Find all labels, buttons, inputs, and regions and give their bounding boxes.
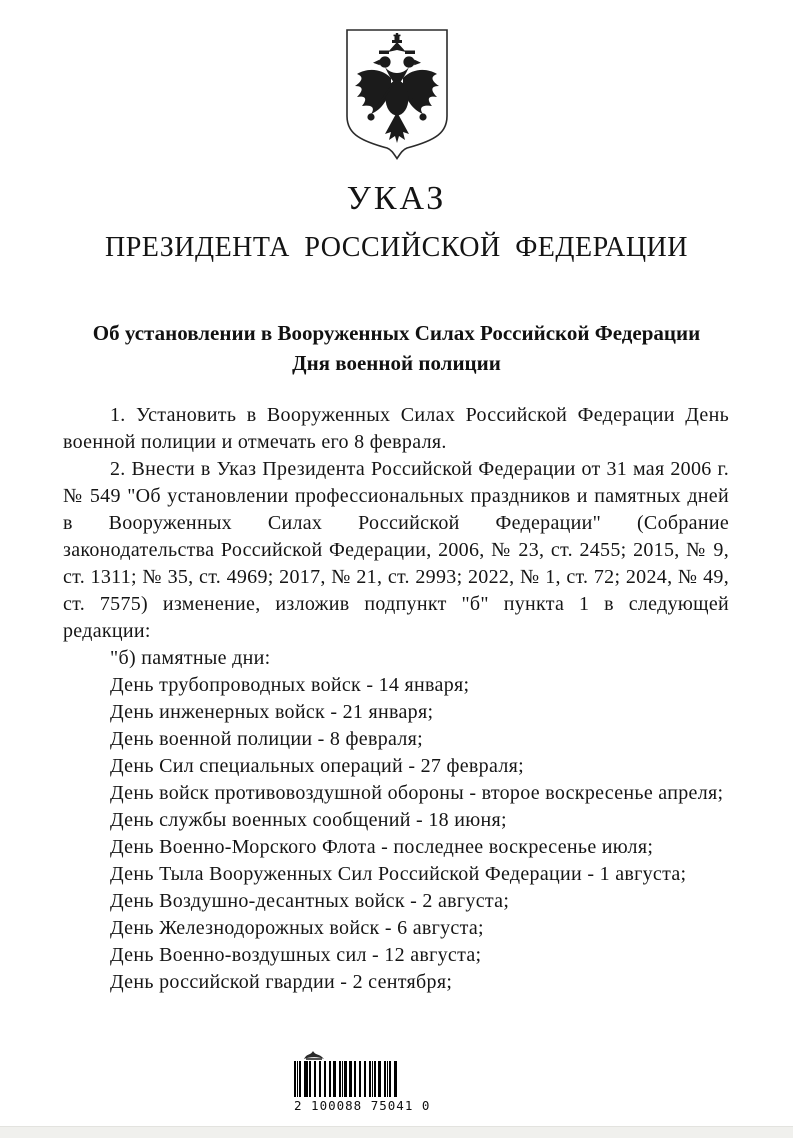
decree-list-item: День Железнодорожных войск - 6 августа; [110,917,484,939]
decree-list-item: День российской гвардии - 2 сентября; [110,971,453,993]
decree-issuer-line: ПРЕЗИДЕНТА РОССИЙСКОЙ ФЕДЕРАЦИИ [104,232,688,263]
decree-paragraph: 1. Установить в Вооруженных Силах Российской Федерации День военной полиции и отмечать его 8 февраля. [63,404,729,453]
page-bottom-edge [0,1126,793,1138]
decree-list-item: День Военно-воздушных сил - 12 августа; [110,944,482,966]
decree-body [63,402,729,996]
decree-list-item: "б) памятные дни: [110,647,271,669]
decree-list-item: День Воздушно-десантных войск - 2 августа; [110,890,510,912]
decree-list-item: День войск противовоздушной обороны - второе воскресенье апреля; [110,782,724,804]
decree-list-item: День военной полиции - 8 февраля; [110,728,423,750]
decree-list-item: День Военно-Морского Флота - последнее воскресенье июля; [110,836,654,858]
registration-barcode [294,1048,431,1113]
barcode-number: 2 100088 75041 0 [294,1098,431,1113]
decree-list-item: День трубопроводных войск - 14 января; [110,674,470,696]
decree-kind-title: УКАЗ [346,180,447,217]
state-emblem-icon [341,26,453,166]
decree-subject-line-2: Дня военной полиции [292,351,501,375]
decree-list-item: День службы военных сообщений - 18 июня; [110,809,507,831]
decree-paragraph: 2. Внести в Указ Президента Российской Федерации от 31 мая 2006 г. № 549 "Об установлении профессиональных праздников и памятных дней в Вооруженных Силах Российской Федерации" (Собрание законодательства Российской Федерации, 2006, № 23, ст. 2455; 2015, № 9, ст. 1311; № 35, ст. 4969; 2017, № 21, ст. 2993; 2022, № 1, ст. 72; 2024, № 49, ст. 7575) изменение, изложив подпункт "б" пункта 1 в следующей редакции: [63,458,729,642]
barcode-bars [294,1061,398,1097]
decree-list-item: День Тыла Вооруженных Сил Российской Федерации - 1 августа; [110,863,687,885]
barcode-eagle-mark-icon [302,1048,326,1061]
decree-list-item: День инженерных войск - 21 января; [110,701,434,723]
decree-subject-heading [0,318,793,378]
decree-list-item: День Сил специальных операций - 27 февраля; [110,755,524,777]
decree-subject-line-1: Об установлении в Вооруженных Силах Российской Федерации [92,321,701,345]
